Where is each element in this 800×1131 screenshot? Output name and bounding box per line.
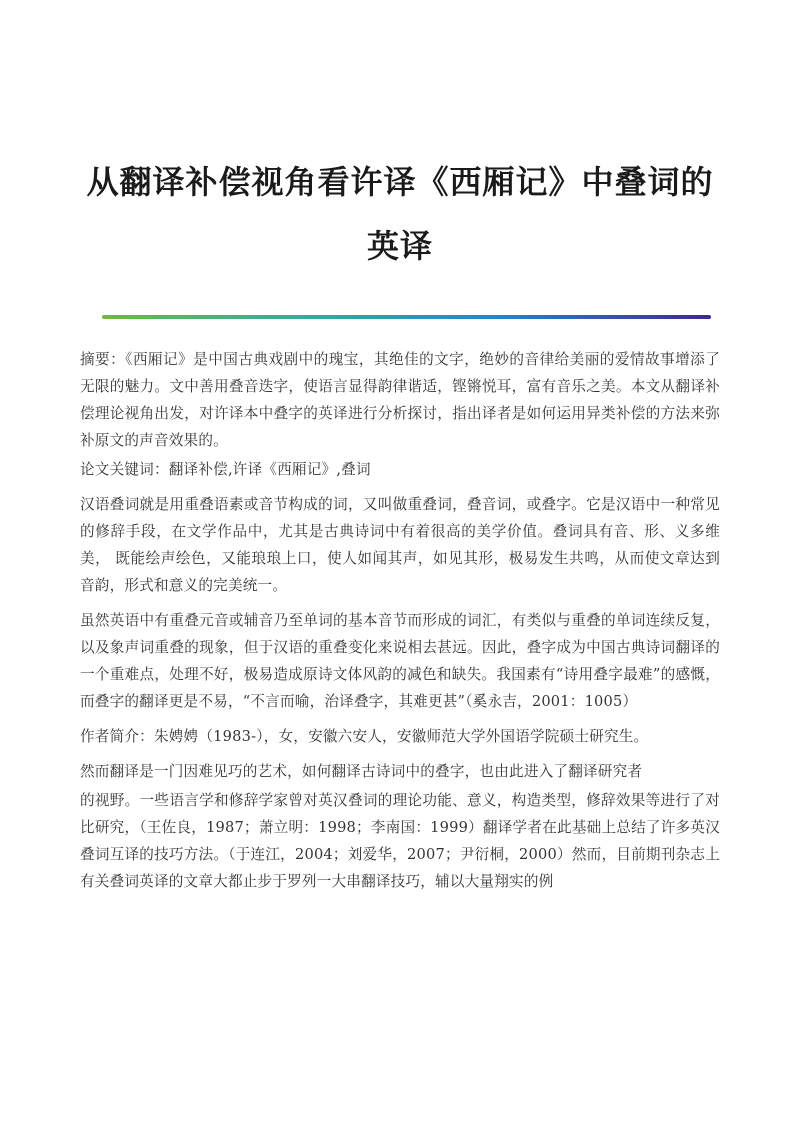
- title-line-2: 英译: [366, 227, 433, 265]
- title-line-1: 从翻译补偿视角看许译《西厢记》中叠词的: [86, 163, 714, 201]
- body-paragraph-3-first-line: 然而翻译是一门因难见巧的艺术，如何翻译古诗词中的叠字，也由此进入了翻译研究者: [80, 763, 643, 780]
- body-paragraph-1: 汉语叠词就是用重叠语素或音节构成的词，又叫做重叠词，叠音词，或叠字。它是汉语中一种常见的修辞手段，在文学作品中，尤其是古典诗词中有着很高的美学价值。叠词具有音、形、义多维美， 既能绘声绘色，又能琅琅上口，使人如闻其声，如见其形，极易发生共鸣，从而使文章达到音韵，形式和意义的完美统一。: [80, 496, 720, 594]
- body-paragraph-2: 虽然英语中有重叠元音或辅音乃至单词的基本音节而形成的词汇，有类似与重叠的单词连续反复，以及象声词重叠的现象，但于汉语的重叠变化来说相去甚远。因此，叠字成为中国古典诗词翻译的一个重难点，处理不好，极易造成原诗文体风韵的减色和缺失。我国素有“诗用叠字最难”的感慨，而叠字的翻译更是不易，“不言而喻，治译叠字，其难更甚”（奚永吉，2001：1005）: [80, 612, 720, 710]
- title-divider: [102, 315, 711, 319]
- keywords-line: 论文关键词：翻译补偿,许译《西厢记》,叠词: [80, 461, 371, 478]
- body-paragraph-3-continued: 的视野。一些语言学和修辞学家曾对英汉叠词的理论功能、意义，构造类型，修辞效果等进行了对比研究，（王佐良，1987；萧立明：1998；李南国：1999）翻译学者在此基础上总结了许多英汉叠词互译的技巧方法。（于连江，2004；刘爱华，2007；尹衍桐，2000）然而，目前期刊杂志上有关叠词英译的文章大都止步于罗列一大串翻译技巧，辅以大量翔实的例: [80, 792, 720, 890]
- author-bio: 作者简介：朱娉娉（1983-），女，安徽六安人，安徽师范大学外国语学院硕士研究生。: [80, 728, 649, 745]
- abstract-paragraph: 摘要：《西厢记》是中国古典戏剧中的瑰宝，其绝佳的文字，绝妙的音律给美丽的爱情故事增添了无限的魅力。文中善用叠音迭字，使语言显得韵律谐适，铿锵悦耳，富有音乐之美。本文从翻译补偿理论视角出发，对许译本中叠字的英译进行分析探讨，指出译者是如何运用异类补偿的方法来弥补原文的声音效果的。: [80, 351, 720, 449]
- document-body: [80, 346, 720, 895]
- document-title: [60, 150, 740, 278]
